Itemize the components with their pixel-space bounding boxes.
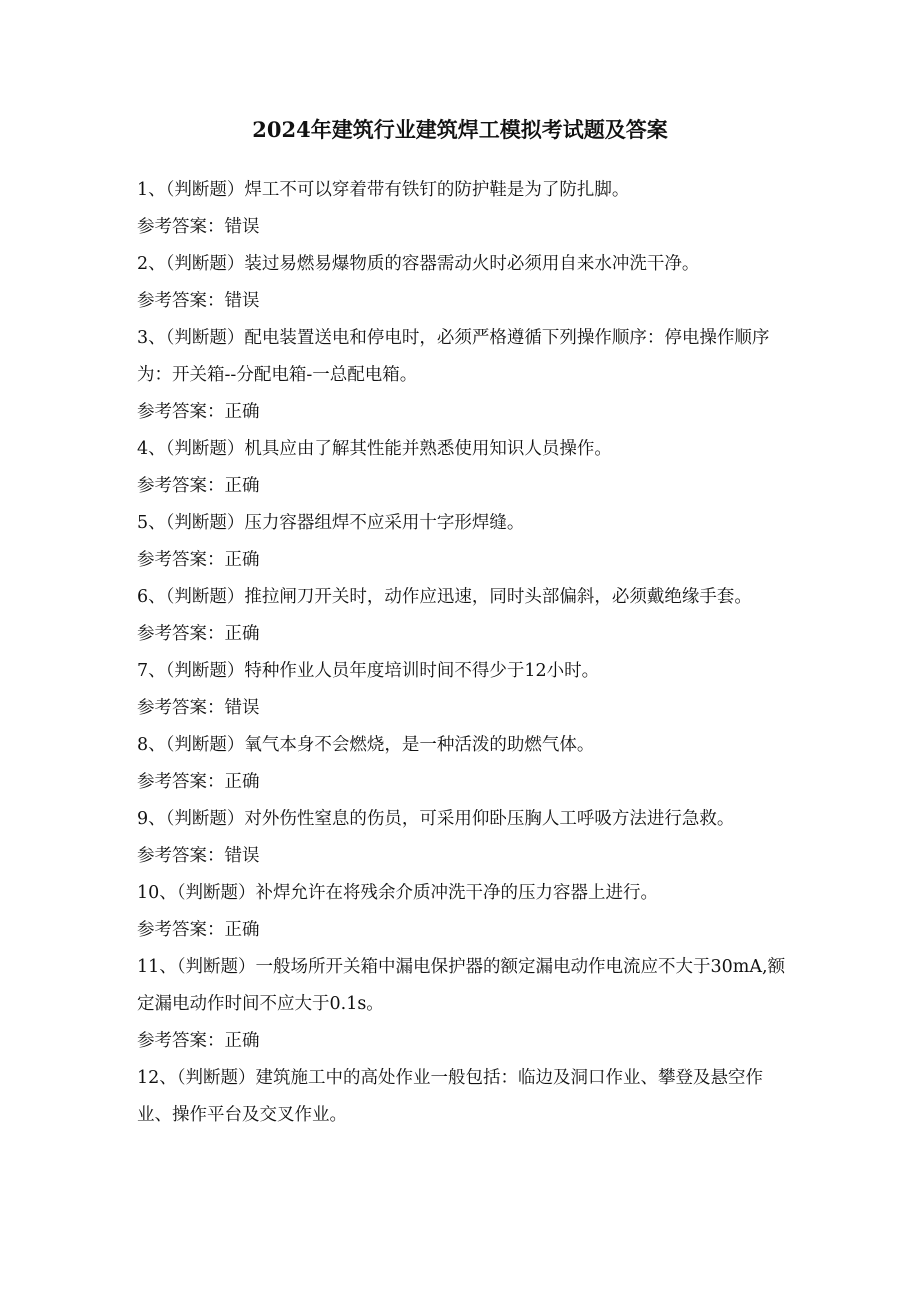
answer-value: 正确 bbox=[224, 624, 260, 644]
answer-prefix: 参考答案： bbox=[137, 1031, 225, 1051]
answer-prefix: 参考答案： bbox=[137, 846, 225, 866]
answer-line bbox=[137, 912, 787, 949]
answer-prefix: 参考答案： bbox=[137, 291, 225, 311]
answer-line bbox=[137, 468, 787, 505]
question-item: 6、（判断题）推拉闸刀开关时，动作应迅速，同时头部偏斜，必须戴绝缘手套。 bbox=[137, 587, 752, 607]
question-item: 8、（判断题）氧气本身不会燃烧，是一种活泼的助燃气体。 bbox=[137, 735, 595, 755]
answer-value: 错误 bbox=[224, 846, 260, 866]
answer-line bbox=[137, 838, 787, 875]
answer-value: 错误 bbox=[224, 217, 260, 237]
answer-prefix: 参考答案： bbox=[137, 698, 225, 718]
question-item: 12、（判断题）建筑施工中的高处作业一般包括：临边及洞口作业、攀登及悬空作业、操作平台及交叉作业。 bbox=[137, 1068, 764, 1125]
answer-prefix: 参考答案： bbox=[137, 217, 225, 237]
answer-line bbox=[137, 394, 787, 431]
question-item: 11、（判断题）一般场所开关箱中漏电保护器的额定漏电动作电流应不大于30mA,额定漏电动作时间不应大于0.1s。 bbox=[137, 957, 786, 1014]
question-item: 7、（判断题）特种作业人员年度培训时间不得少于12小时。 bbox=[137, 661, 600, 681]
answer-value: 正确 bbox=[224, 920, 260, 940]
answer-prefix: 参考答案： bbox=[137, 772, 225, 792]
answer-value: 正确 bbox=[224, 550, 260, 570]
answer-line bbox=[137, 542, 787, 579]
question-item: 9、（判断题）对外伤性窒息的伤员，可采用仰卧压胸人工呼吸方法进行急救。 bbox=[137, 809, 735, 829]
document-title: 2024年建筑行业建筑焊工模拟考试题及答案 bbox=[252, 117, 668, 142]
question-item: 5、（判断题）压力容器组焊不应采用十字形焊缝。 bbox=[137, 513, 525, 533]
question-item: 3、（判断题）配电装置送电和停电时，必须严格遵循下列操作顺序：停电操作顺序为：开关箱--分配电箱-一总配电箱。 bbox=[137, 328, 770, 385]
question-item: 2、（判断题）装过易燃易爆物质的容器需动火时必须用自来水冲洗干净。 bbox=[137, 254, 700, 274]
answer-line bbox=[137, 283, 787, 320]
question-list bbox=[137, 172, 787, 1134]
question-item: 10、（判断题）补焊允许在将残余介质冲洗干净的压力容器上进行。 bbox=[137, 883, 659, 903]
answer-line bbox=[137, 690, 787, 727]
answer-prefix: 参考答案： bbox=[137, 550, 225, 570]
answer-value: 错误 bbox=[224, 291, 260, 311]
answer-prefix: 参考答案： bbox=[137, 402, 225, 422]
answer-value: 正确 bbox=[224, 772, 260, 792]
answer-line bbox=[137, 616, 787, 653]
answer-prefix: 参考答案： bbox=[137, 476, 225, 496]
answer-value: 正确 bbox=[224, 1031, 260, 1051]
answer-value: 错误 bbox=[224, 698, 260, 718]
answer-value: 正确 bbox=[224, 476, 260, 496]
answer-prefix: 参考答案： bbox=[137, 624, 225, 644]
question-item: 1、（判断题）焊工不可以穿着带有铁钉的防护鞋是为了防扎脚。 bbox=[137, 180, 630, 200]
answer-line bbox=[137, 764, 787, 801]
answer-prefix: 参考答案： bbox=[137, 920, 225, 940]
question-item: 4、（判断题）机具应由了解其性能并熟悉使用知识人员操作。 bbox=[137, 439, 612, 459]
answer-line bbox=[137, 1023, 787, 1060]
answer-value: 正确 bbox=[224, 402, 260, 422]
answer-line bbox=[137, 209, 787, 246]
